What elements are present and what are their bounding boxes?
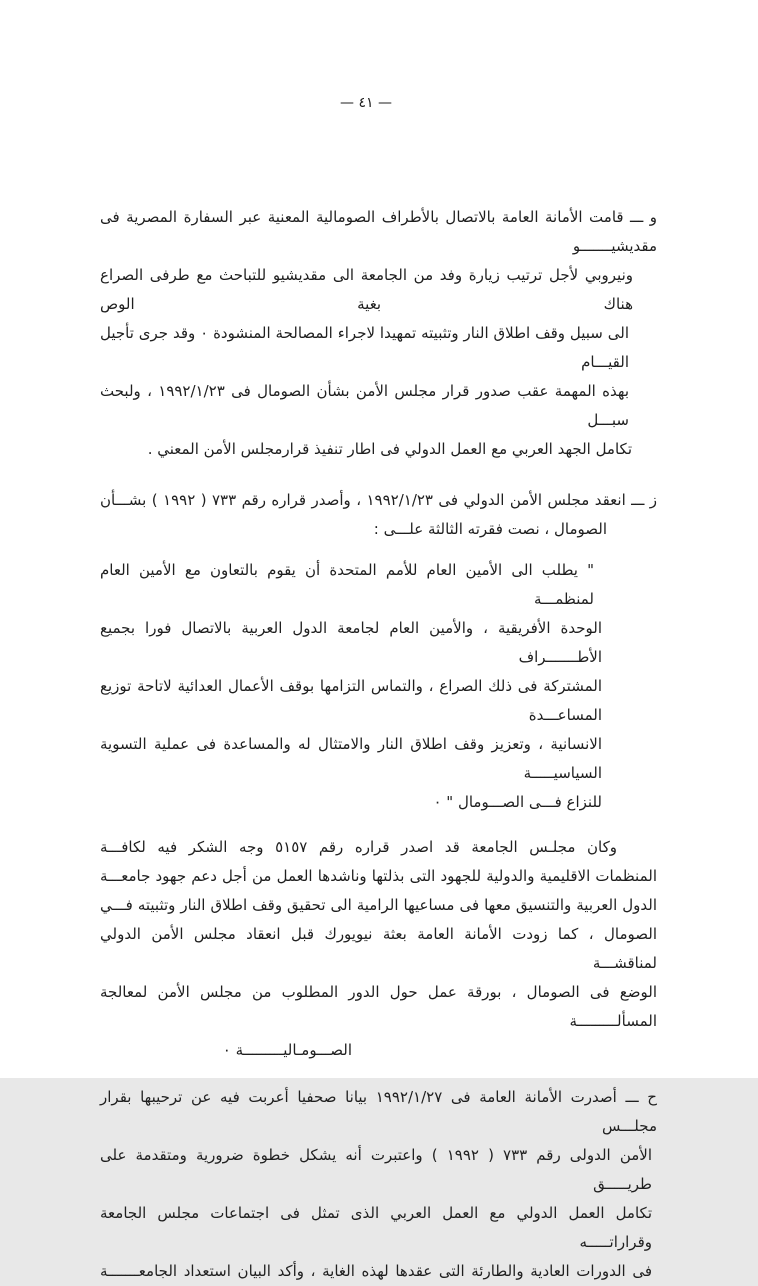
text-line: ونيروبي لأجل ترتيب زيارة وفد من الجامعة الى مقديشيو للتباحث مع طرفى الصراع هناك بغية الوص [100, 266, 633, 313]
text-line: و ـــ قامت الأمانة العامة بالاتصال بالأطراف الصومالية المعنية عبر السفارة المصرية فى مقديشيـــــــو [100, 208, 657, 255]
para-zay [100, 486, 657, 544]
text-line: " يطلب الى الأمين العام للأمم المتحدة أن يقوم بالتعاون مع الأمين العام لمنظمـــة [100, 561, 594, 608]
para-ha [100, 1083, 657, 1286]
para-waw [100, 203, 657, 464]
text-line: الصـــومـاليـــــــــة ٠ [222, 1041, 352, 1059]
text-line: الصومال ، نصت فقرته الثالثة علـــى : [373, 520, 607, 538]
text-line: ح ـــ أصدرت الأمانة العامة فى ١٩٩٢/١/٢٧ بيانا صحفيا أعربت فيه عن ترحيبها بقرار مجلـــس [100, 1088, 657, 1135]
text-line: المشتركة فى ذلك الصراع ، والتماس التزامها بوقف الأعمال العدائية لاتاحة توزيع المساعـــدة [100, 677, 602, 724]
text-line: الدول العربية والتنسيق معها فى مساعيها الرامية الى تحقيق وقف اطلاق النار وتثبيته فـــي [100, 896, 657, 914]
text-line: الانسانية ، وتعزيز وقف اطلاق النار والامتثال له والمساعدة فى عملية التسوية السياسيـــــة [100, 735, 602, 782]
text-line: الوضع فى الصومال ، بورقة عمل حول الدور المطلوب من مجلس الأمن لمعالجة المسألـــــــــة [100, 983, 657, 1030]
para-quote [100, 556, 602, 817]
page-number: — ٤١ — [340, 95, 392, 111]
text-line: للنزاع فـــى الصـــومال " ٠ [433, 793, 602, 811]
text-line: تكامل العمل الدولي مع العمل العربي الذى تمثل فى اجتماعات مجلس الجامعة وقراراتـــــه [100, 1204, 652, 1251]
text-line: وكان مجلـس الجامعة قد اصدر قراره رقم ٥١٥٧ وجه الشكر فيه لكافـــة [100, 838, 617, 856]
text-line: الأمن الدولى رقم ٧٣٣ ( ١٩٩٢ ) واعتبرت أنه يشكل خطوة ضرورية ومتقدمة على طريـــــق [100, 1146, 653, 1193]
para-wakan [100, 833, 657, 1065]
text-line: ز ـــ انعقد مجلس الأمن الدولي فى ١٩٩٢/١/٢٣ ، وأصدر قراره رقم ٧٣٣ ( ١٩٩٢ ) بشـــأن [100, 491, 658, 509]
text-line: الى سبيل وقف اطلاق النار وتثبيته تمهيدا لاجراء المصالحة المنشودة ٠ وقد جرى تأجيل القيـــام [100, 324, 629, 371]
text-line: فى الدورات العادية والطارئة التى عقدها لهذه الغاية ، وأكد البيان استعداد الجامعـــــــة [100, 1262, 652, 1280]
text-line: الصومال ، كما زودت الأمانة العامة بعثة نيويورك قبل انعقاد مجلس الأمن الدولي لمناقشـــة [100, 925, 657, 972]
text-line: تكامل الجهد العربي مع العمل الدولي فى اطار تنفيذ قرارمجلس الأمن المعني . [147, 440, 632, 458]
text-line: المنظمات الاقليمية والدولية للجهود التى بذلتها وناشدها العمل من أجل دعم جهود جامعـــة [100, 867, 657, 885]
document-body [100, 203, 657, 1286]
text-line: بهذه المهمة عقب صدور قرار مجلس الأمن بشأن الصومال فى ١٩٩٢/١/٢٣ ، ولبحث سبـــل [100, 382, 629, 429]
text-line: الوحدة الأفريقية ، والأمين العام لجامعة الدول العربية بالاتصال فورا بجميع الأطـــــــراف [100, 619, 602, 666]
